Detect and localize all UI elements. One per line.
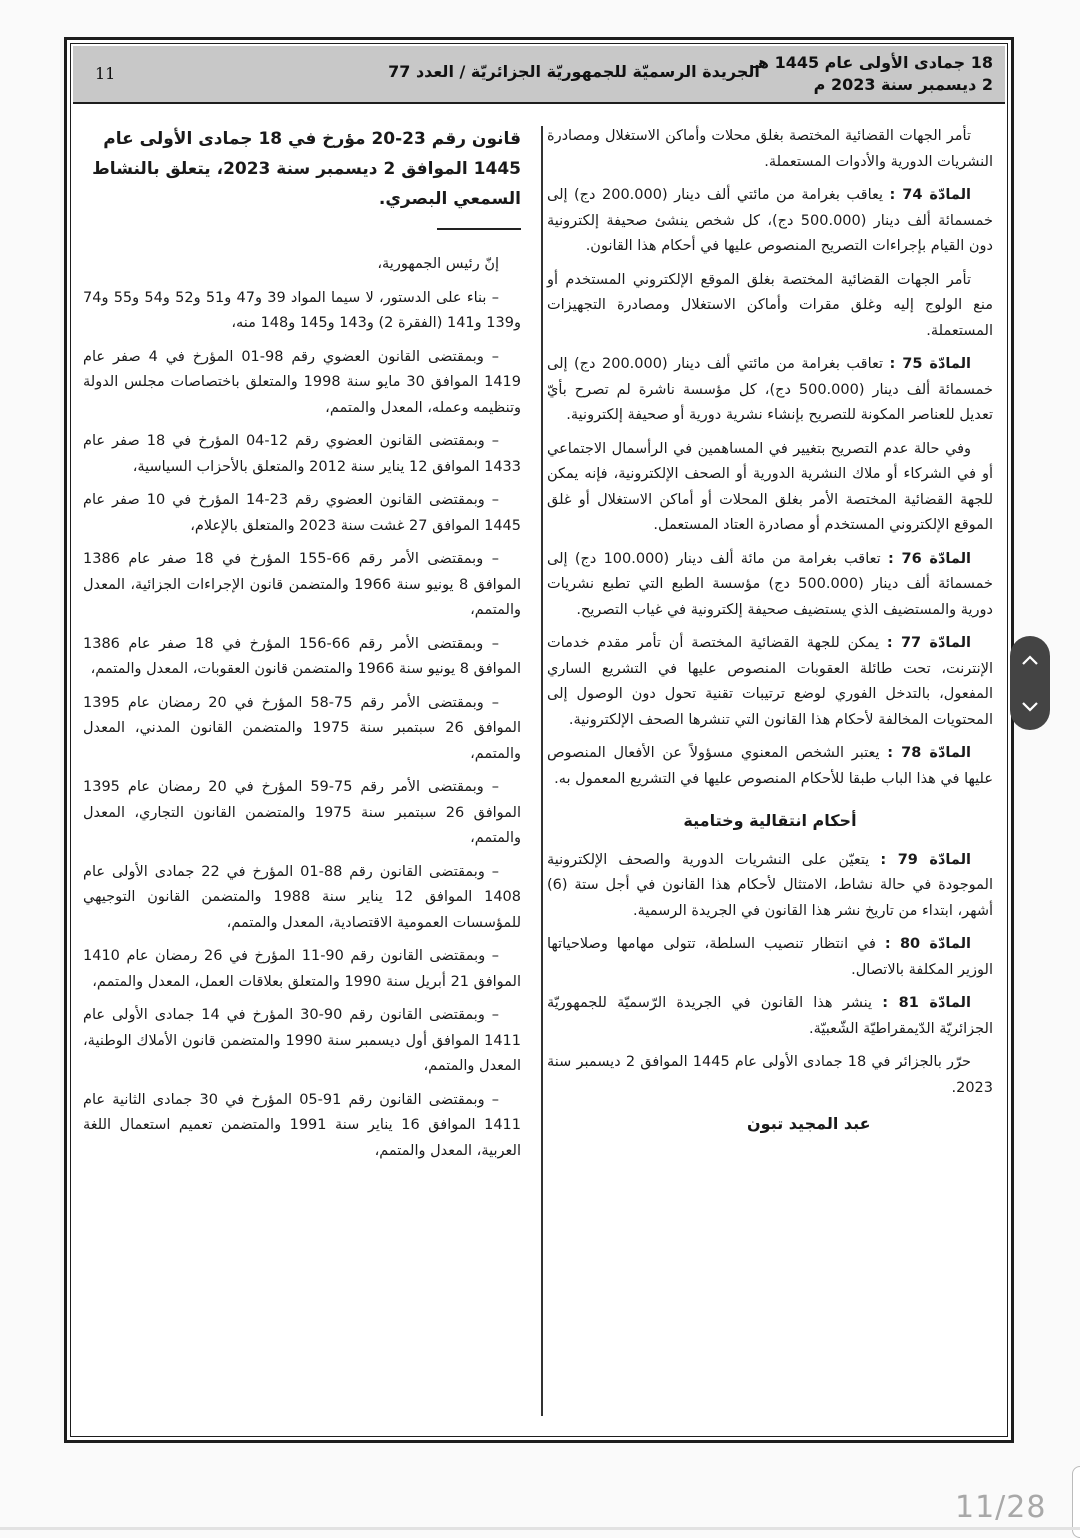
visa-item: – وبمقتضى القانون رقم 90-30 المؤرخ في 14 جمادى الأولى عام 1411 الموافق أول ديسمبر سنة 1990 والمتضمن قانون الأملاك الوطنية، المعدل والمتمم، bbox=[83, 1007, 521, 1074]
article-label: المادّة 79 : bbox=[880, 851, 971, 868]
visa-item: – وبمقتضى القانون العضوي رقم 12-04 المؤرخ في 18 صفر عام 1433 الموافق 12 يناير سنة 2012 والمتعلق بالأحزاب السياسية، bbox=[83, 433, 521, 475]
article-text: تعاقب بغرامة من مائتي ألف دينار (200.000 دج) إلى خمسمائة ألف دينار (500.000 دج)، كل مؤسسة ناشرة لم تصرح بأيّ تعديل للعناصر المكونة للتصريح بإنشاء نشرية دورية أو صحيفة إلكترونية. bbox=[547, 356, 993, 423]
paragraph: وفي حالة عدم التصريح بتغيير في المساهمين في الرأسمال الاجتماعي أو في الشركاء أو ملاك النشرية الدورية أو الصحف الإلكترونية، فإنه يمكن للجهة القضائية المختصة الأمر بغلق المحلات أو أماكن الاستغلال أو غلق الموقع الإلكتروني المستخدم أو مصادرة العتاد المستعمل. bbox=[547, 440, 993, 533]
article-75 bbox=[547, 352, 993, 429]
article-text: يعاقب بغرامة من مائتي ألف دينار (200.000 دج) إلى خمسمائة ألف دينار (500.000 دج)، كل شخص ينشئ صحيفة إلكترونية دون القيام بإجراءات التصريح المنصوص عليها في أحكام هذا القانون. bbox=[547, 187, 993, 254]
visa-item: – وبمقتضى القانون رقم 91-05 المؤرخ في 30 جمادى الثانية عام 1411 الموافق 16 يناير سنة 1991 والمتضمن تعميم استعمال اللغة العربية، المعدل والمتمم، bbox=[83, 1091, 521, 1159]
article-label: المادّة 78 : bbox=[887, 745, 971, 761]
column-divider bbox=[541, 126, 543, 1416]
article-78 bbox=[547, 741, 993, 792]
gregorian-date: 2 ديسمبر سنة 2023 م bbox=[813, 75, 993, 94]
gazette-page bbox=[64, 37, 1014, 1443]
article-74 bbox=[547, 183, 993, 260]
page-number: 11 bbox=[95, 64, 116, 83]
article-label: المادّة 75 : bbox=[889, 356, 971, 372]
opening: إنّ رئيس الجمهورية، bbox=[377, 256, 499, 272]
chevron-down-icon[interactable] bbox=[1015, 692, 1045, 722]
visa-item: – وبمقتضى القانون العضوي رقم 98-01 المؤرخ في 4 صفر عام 1419 الموافق 30 مايو سنة 1998 والمتعلق باختصاصات مجلس الدولة وتنظيمه وعمله، المعدل والمتمم، bbox=[83, 348, 521, 416]
article-text: يعتبر الشخص المعنوي مسؤولاً عن الأفعال المنصوص عليها في هذا الباب طبقا للأحكام المنصوص عليها في التشريع المعمول به. bbox=[547, 745, 993, 787]
visa-item: – وبمقتضى الأمر رقم 66-156 المؤرخ في 18 صفر عام 1386 الموافق 8 يونيو سنة 1966 والمتضمن قانون العقوبات، المعدل والمتمم، bbox=[83, 635, 521, 677]
page-indicator: 11/28 bbox=[955, 1490, 1047, 1525]
article-80 bbox=[547, 932, 993, 983]
article-text: ينشر هذا القانون في الجريدة الرّسميّة للجمهوريّة الجزائريّة الدّيمقراطيّة الشّعبيّة. bbox=[547, 995, 993, 1037]
visa-item: – وبمقتضى الأمر رقم 75-59 المؤرخ في 20 رمضان عام 1395 الموافق 26 سبتمبر سنة 1975 والمتضمن القانون التجاري، المعدل والمتمم، bbox=[83, 779, 521, 846]
article-label: المادّة 76 : bbox=[887, 550, 971, 567]
left-column bbox=[83, 124, 521, 1172]
visa-item: – وبمقتضى القانون رقم 88-01 المؤرخ في 22 جمادى الأولى عام 1408 الموافق 12 يناير سنة 1988 والمتضمن القانون التوجيهي للمؤسسات العمومية الاقتصادية، المعدل والمتمم، bbox=[83, 863, 521, 931]
article-76 bbox=[547, 547, 993, 624]
gazette-title: الجريدة الرسميّة للجمهوريّة الجزائريّة / العدد 77 bbox=[388, 62, 760, 81]
visa-item: – وبمقتضى الأمر رقم 75-58 المؤرخ في 20 رمضان عام 1395 الموافق 26 سبتمبر سنة 1975 والمتضمن القانون المدني، المعدل والمتمم، bbox=[83, 694, 521, 762]
signature: عبد المجيد تبون bbox=[747, 1114, 871, 1133]
article-text: يمكن للجهة القضائية المختصة أن تأمر مقدم خدمات الإنترنت، تحت طائلة العقوبات المنصوص عليها في التشريع الساري المفعول، بالتدخل الفوري لوضع ترتيبات تقنية تحول دون الوصول إلى المحتويات المخالفة لأحكام هذا القانون التي تنشرها الصحف الإلكترونية. bbox=[547, 635, 993, 728]
section-title: أحكام انتقالية وختامية bbox=[683, 811, 857, 830]
page-scroll-control[interactable] bbox=[1010, 636, 1050, 730]
title-rule bbox=[437, 228, 521, 230]
visa-item: – بناء على الدستور، لا سيما المواد 39 و47 و51 و52 و54 و55 و74 و139 و141 (الفقرة 2) و143 و145 و148 منه، bbox=[83, 289, 521, 331]
article-text: تعاقب بغرامة من مائة ألف دينار (100.000 دج) إلى خمسمائة ألف دينار (500.000 دج) مؤسسة الطبع التي تطبع نشريات دورية والمستضيف الذي يستضيف صحيفة إلكترونية في غياب التصريح. bbox=[547, 550, 994, 618]
visa-item: – وبمقتضى الأمر رقم 66-155 المؤرخ في 18 صفر عام 1386 الموافق 8 يونيو سنة 1966 والمتضمن قانون الإجراءات الجزائية، المعدل والمتمم، bbox=[83, 551, 522, 618]
visa-item: – وبمقتضى القانون العضوي رقم 23-14 المؤرخ في 10 صفر عام 1445 الموافق 27 غشت سنة 2023 والمتعلق بالإعلام، bbox=[83, 492, 521, 534]
article-text: في انتظار تنصيب السلطة، تتولى مهامها وصلاحياتها الوزير المكلفة بالاتصال. bbox=[547, 936, 993, 978]
article-81 bbox=[547, 991, 993, 1042]
article-label: المادّة 74 : bbox=[889, 187, 971, 203]
right-column bbox=[547, 124, 993, 1145]
visa-item: – وبمقتضى القانون رقم 90-11 المؤرخ في 26 رمضان عام 1410 الموافق 21 أبريل سنة 1990 والمتعلق بعلاقات العمل، المعدل والمتمم، bbox=[83, 948, 521, 990]
article-79 bbox=[547, 848, 993, 925]
chevron-up-icon[interactable] bbox=[1015, 645, 1045, 675]
article-label: المادّة 77 : bbox=[886, 635, 971, 651]
article-text: يتعيّن على النشريات الدورية والصحف الإلكترونية الموجودة في حالة نشاط، الامتثال لأحكام هذا القانون في أجل ستة (6) أشهر، ابتداء من تاريخ نشر هذا القانون في الجريدة الرسمية. bbox=[547, 851, 993, 919]
hijri-date: 18 جمادى الأولى عام 1445 هـ bbox=[752, 53, 993, 72]
page-header bbox=[73, 46, 1005, 104]
paragraph: تأمر الجهات القضائية المختصة بغلق محلات وأماكن الاستغلال ومصادرة النشريات الدورية والأدوات المستعملة. bbox=[547, 128, 993, 170]
article-77 bbox=[547, 631, 993, 733]
article-label: المادّة 81 : bbox=[882, 995, 971, 1011]
law-title: قانون رقم 23-20 مؤرخ في 18 جمادى الأولى عام 1445 الموافق 2 ديسمبر سنة 2023، يتعلق بالنشاط السمعي البصري. bbox=[92, 129, 521, 209]
done-at: حرّر بالجزائر في 18 جمادى الأولى عام 1445 الموافق 2 ديسمبر سنة 2023. bbox=[547, 1054, 993, 1096]
article-label: المادّة 80 : bbox=[884, 936, 971, 952]
paragraph: تأمر الجهات القضائية المختصة بغلق الموقع الإلكتروني المستخدم أو منع الولوج إليه وغلق مقرات وأماكن الاستغلال ومصادرة التجهيزات المستعملة. bbox=[547, 271, 993, 339]
